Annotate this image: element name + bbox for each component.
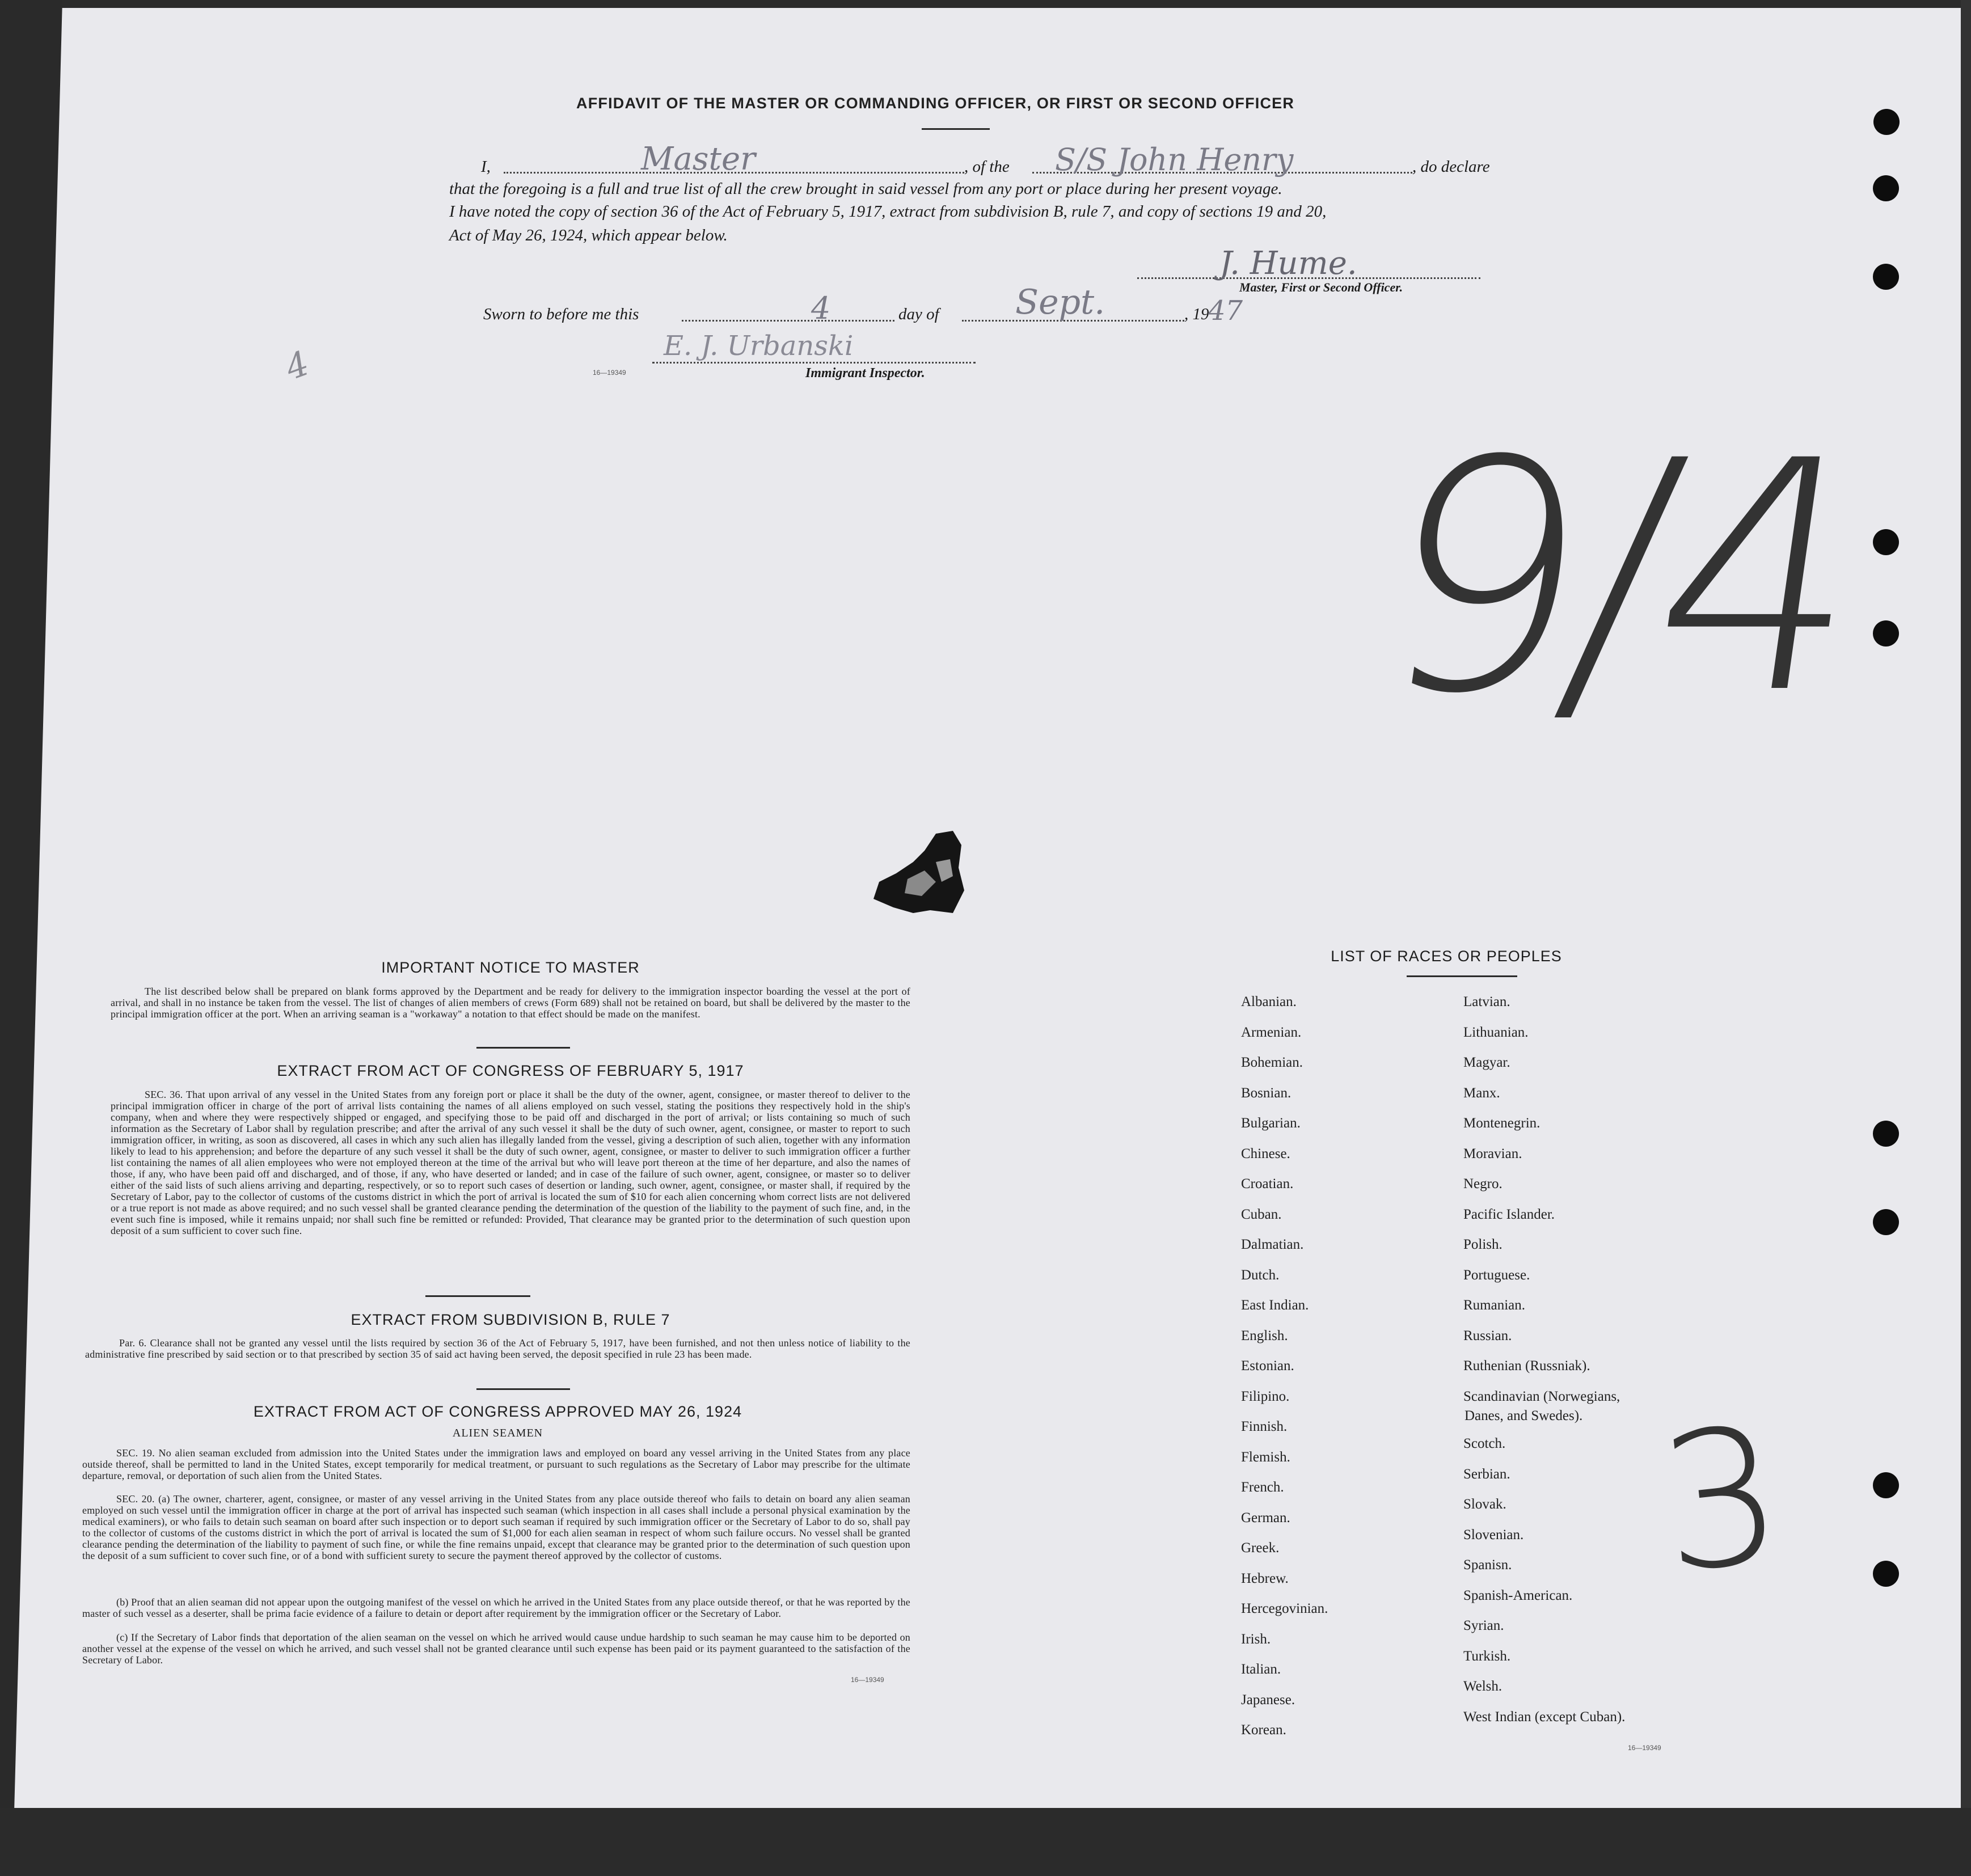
race-item: Polish. — [1463, 1237, 1502, 1252]
race-item: Serbian. — [1463, 1466, 1510, 1482]
race-item: Scandinavian (Norwegians, — [1463, 1388, 1620, 1404]
extract2-title: EXTRACT FROM SUBDIVISION B, RULE 7 — [351, 1311, 670, 1328]
race-item: Estonian. — [1241, 1358, 1294, 1374]
race-item: Manx. — [1463, 1085, 1500, 1101]
binder-hole — [1873, 1121, 1899, 1147]
races-form-number: 16—19349 — [1628, 1744, 1661, 1752]
affidavit-of-the: , of the — [964, 158, 1010, 176]
race-item: Montenegrin. — [1463, 1116, 1540, 1131]
divider — [476, 1388, 570, 1390]
race-item: Rumanian. — [1463, 1298, 1526, 1313]
extract3-subtitle: ALIEN SEAMEN — [452, 1427, 543, 1439]
race-item: Croatian. — [1241, 1176, 1294, 1191]
race-item: Slovak. — [1463, 1497, 1506, 1512]
affidavit-title: AFFIDAVIT OF THE MASTER OR COMMANDING OFFICER, OR FIRST OR SECOND OFFICER — [576, 95, 1295, 112]
race-item: Welsh. — [1463, 1679, 1502, 1694]
race-item: Syrian. — [1463, 1618, 1504, 1633]
race-item: Cuban. — [1241, 1206, 1282, 1222]
race-item: Spanisn. — [1463, 1557, 1512, 1573]
race-item: Lithuanian. — [1463, 1024, 1529, 1040]
affidavit-form-number: 16—19349 — [593, 369, 626, 377]
race-item: Ruthenian (Russniak). — [1463, 1358, 1590, 1374]
sworn-year-prefix: , 19 — [1184, 305, 1209, 323]
race-item: Korean. — [1241, 1722, 1286, 1738]
officer-signature-label: Master, First or Second Officer. — [1239, 280, 1403, 294]
scan-border-bottom — [0, 1808, 1971, 1876]
race-item: Flemish. — [1241, 1449, 1290, 1465]
race-item: Latvian. — [1463, 994, 1510, 1009]
binder-hole — [1873, 1209, 1899, 1235]
sworn-prefix: Sworn to before me this — [483, 305, 639, 323]
ink-blot — [868, 828, 970, 919]
race-item: Portuguese. — [1463, 1267, 1530, 1283]
sworn-day-of: day of — [898, 305, 939, 323]
binder-hole — [1873, 175, 1899, 201]
race-item: Moravian. — [1463, 1146, 1522, 1161]
race-item: Chinese. — [1241, 1146, 1290, 1161]
affidavit-line4: Act of May 26, 1924, which appear below. — [449, 226, 728, 244]
extract3-sec20b: (b) Proof that an alien seaman did not appear upon the outgoing manifest of the vessel on which he arrived in the United States from any place outside thereof, or that he was reported by the master of such vessel as a deserter, shall be prima facie evidence of a failure to detain or deport after requirement by the immigration officer or the Secretary of Labor. — [82, 1596, 910, 1619]
race-item: Dalmatian. — [1241, 1237, 1304, 1252]
race-item: German. — [1241, 1510, 1290, 1526]
race-item: Italian. — [1241, 1662, 1281, 1677]
inspector-label: Immigrant Inspector. — [805, 366, 925, 381]
binder-hole — [1873, 620, 1899, 647]
master-handwritten: Master — [641, 141, 756, 178]
race-item: French. — [1241, 1480, 1284, 1495]
affidavit-line3: I have noted the copy of section 36 of the Act of February 5, 1917, extract from subdivision B, rule 7, and copy of sections 19 and 20, — [449, 202, 1327, 221]
vessel-name-handwritten: S/S John Henry — [1055, 142, 1294, 178]
binder-hole — [1873, 529, 1899, 555]
extract1-title: EXTRACT FROM ACT OF CONGRESS OF FEBRUARY 5, 1917 — [277, 1062, 744, 1079]
race-item: Greek. — [1241, 1540, 1280, 1556]
notice-title: IMPORTANT NOTICE TO MASTER — [381, 959, 640, 976]
race-item: Dutch. — [1241, 1267, 1280, 1283]
date-annotation: 9/4 — [1358, 394, 1871, 763]
officer-signature: J. Hume. — [1219, 245, 1357, 282]
extract3-sec20c: (c) If the Secretary of Labor finds that deportation of the alien seaman on the vessel on which he arrived would cause undue hardship to such seaman he may cause him to be deported on another vessel at the expense of the vessel on which he arrived, and such vessel shall not be granted clearance until such expense has been paid or its payment guaranteed to the satisfaction of the Secretary of Labor. — [82, 1632, 910, 1666]
notice-body: The list described below shall be prepared on blank forms approved by the Department and be ready for delivery to the immigration inspector boarding the vessel at the port of arrival, and shall in no instance be taken from the vessel. The list of changes of alien members of crews (Form 689) shall not be retained on board, but shall be delivered by the master to the principal immigration officer at the port. When an arriving seaman is a "workaway" a notation to that effect should be made on the manifest. — [111, 986, 910, 1020]
race-item: Irish. — [1241, 1631, 1271, 1647]
extract3-title: EXTRACT FROM ACT OF CONGRESS APPROVED MAY 26, 1924 — [253, 1403, 742, 1420]
scan-border-top — [0, 0, 1971, 8]
race-item: English. — [1241, 1328, 1288, 1343]
race-item: Bosnian. — [1241, 1085, 1292, 1101]
binder-hole — [1873, 1472, 1899, 1498]
race-item: Albanian. — [1241, 994, 1297, 1009]
races-title: LIST OF RACES OR PEOPLES — [1331, 948, 1562, 965]
extract3-sec20a: SEC. 20. (a) The owner, charterer, agent, consignee, or master of any vessel arriving in the United States from any place outside thereof who fails to detain on board any alien seaman employed on such vessel until the immigration officer in charge at the port of arrival has inspected such seaman (which inspection in all cases shall include a personal physical examination by the medical examiners), or who fails to detain such seaman on board after such inspection or to deport such seaman if required by such immigration officer or the Secretary of Labor to do so, shall pay to the collector of customs of the customs district in which the port of arrival is located the sum of $1,000 for each alien seaman in respect of whom such failure occurs. No vessel shall be granted clearance pending the determination of the liability to payment of such fine, or while the fine remains unpaid, except that clearance may be granted prior to the determination of such question upon the deposit of a sum sufficient to cover such fine, or of a bond with sufficient surety to secure the payment thereof approved by the collector of customs. — [82, 1493, 910, 1561]
race-item: Spanish-American. — [1463, 1587, 1573, 1603]
page-number-annotation: 3 — [1651, 1385, 1792, 1615]
binder-hole — [1873, 109, 1900, 135]
divider — [476, 1047, 570, 1049]
corner-pencil-mark: 4 — [280, 343, 315, 388]
race-item: Negro. — [1463, 1176, 1502, 1191]
divider — [425, 1295, 530, 1297]
race-item: Armenian. — [1241, 1024, 1302, 1040]
inspector-signature: E. J. Urbanski — [664, 330, 854, 362]
extract3-form-number: 16—19349 — [851, 1676, 884, 1684]
race-item: Filipino. — [1241, 1388, 1290, 1404]
race-item: Finnish. — [1241, 1419, 1288, 1434]
race-item: Slovenian. — [1463, 1527, 1524, 1543]
race-item: Scotch. — [1463, 1436, 1506, 1451]
inspector-signature-line — [652, 362, 976, 364]
sworn-day-handwritten: 4 — [811, 290, 831, 326]
title-underline — [922, 128, 990, 130]
race-item: Japanese. — [1241, 1692, 1295, 1708]
race-item: Bohemian. — [1241, 1055, 1303, 1070]
races-title-underline — [1407, 975, 1517, 977]
day-fill-line — [682, 320, 894, 322]
race-item: West Indian (except Cuban). — [1463, 1709, 1626, 1725]
extract1-body: SEC. 36. That upon arrival of any vessel in the United States from any foreign port or place it shall be the duty of the owner, agent, consignee, or master thereof to deliver to the principal immigration officer in charge of the port of arrival lists containing the names of all aliens employed on such vessel, stating the positions they respectively hold in the ship's company, when and where they were respectively shipped or engaged, and specifying those to be paid off and discharged in the port of arrival; or lists containing so much of such information as the Secretary of Labor shall by regulation prescribe; and after the arrival of any such vessel it shall be the duty of such owner, agent, consignee, or master to report to such immigration officer, in writing, as soon as discovered, all cases in which any such alien has illegally landed from the vessel, giving a description of such alien, together with any information likely to lead to his apprehension; and before the departure of any such vessel it shall be the duty of such owner, agent, consignee, or master to deliver to such immigration officer a further list containing the names of all alien employees who were not employed thereon at the time of the arrival but who will leave port thereon at the time of her departure, and also the names of those, if any, who have been paid off and discharged, and of those, if any, who have deserted or landed; and in case of the failure of such owner, agent, consignee, or master so to deliver either of the said lists of such aliens arriving and departing, respectively, or so to report such cases of desertion or landing, such owner, agent, consignee, or master shall, if required by the Secretary of Labor, pay to the collector of customs of the customs district in which the port of arrival is located the sum of $10 for each alien concerning whom correct lists are not delivered or a true report is not made as above required; and no such vessel shall be granted clearance pending the determination of the question of the liability to the payment of such fine, and, in the event such fine is imposed, while it remains unpaid; nor shall such fine be remitted or refunded: Provided, That clearance may be granted prior to the determination of such question upon deposit of a sum sufficient to cover such fine. — [111, 1089, 910, 1236]
extract2-body: Par. 6. Clearance shall not be granted any vessel until the lists required by section 36 of the Act of February 5, 1917, have been furnished, and not then unless notice of liability to the administrative fine prescribed by said section or to that prescribed by section 35 of said act having been served, the deposit specified in rule 23 has been made. — [85, 1337, 910, 1360]
race-item: Magyar. — [1463, 1055, 1510, 1070]
extract3-sec19: SEC. 19. No alien seaman excluded from admission into the United States under the immigration laws and employed on board any vessel arriving in the United States from any place outside thereof, shall be permitted to land in the United States, except temporarily for medical treatment, or pursuant to such regulations as the Secretary of Labor may prescribe for the ultimate departure, removal, or deportation of such alien from the United States. — [82, 1447, 910, 1481]
sworn-year-handwritten: 47 — [1208, 295, 1243, 327]
race-item: East Indian. — [1241, 1298, 1309, 1313]
scan-border-right — [1961, 0, 1971, 1876]
binder-hole — [1873, 264, 1899, 290]
race-item: Danes, and Swedes). — [1464, 1408, 1583, 1423]
affidavit-line1-prefix: I, — [481, 158, 491, 176]
race-item: Russian. — [1463, 1328, 1512, 1343]
race-item: Bulgarian. — [1241, 1116, 1301, 1131]
race-item: Hercegovinian. — [1241, 1601, 1328, 1616]
race-item: Pacific Islander. — [1463, 1206, 1555, 1222]
sworn-month-handwritten: Sept. — [1015, 282, 1105, 322]
race-item: Hebrew. — [1241, 1570, 1289, 1586]
affidavit-line2: that the foregoing is a full and true list of all the crew brought in said vessel from any port or place during her present voyage. — [449, 180, 1282, 198]
binder-hole — [1873, 1561, 1899, 1587]
affidavit-do-declare: , do declare — [1412, 158, 1490, 176]
race-item: Turkish. — [1463, 1648, 1511, 1664]
